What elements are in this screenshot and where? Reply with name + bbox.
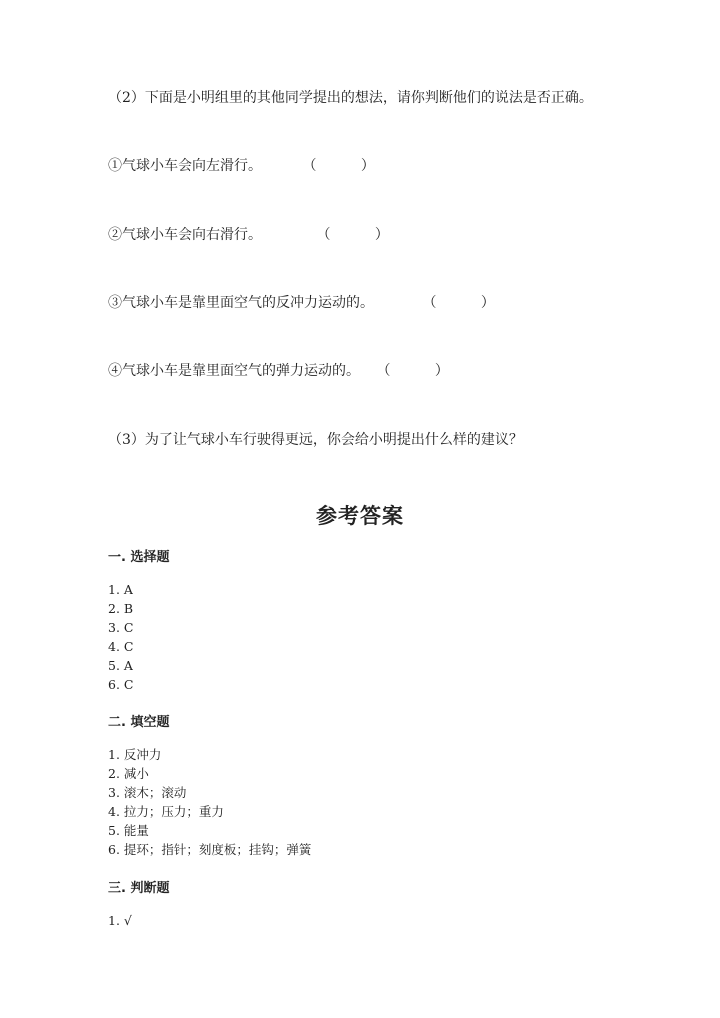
answer-paren: （ ）	[422, 295, 495, 311]
true-false-answers	[108, 911, 132, 930]
statement-text: ④气球小车是靠里面空气的弹力运动的。	[108, 363, 360, 379]
question-2-intro: （2）下面是小明组里的其他同学提出的想法，请你判断他们的说法是否正确。	[108, 90, 593, 106]
statement-4	[108, 362, 449, 380]
answer-paren: （ ）	[376, 363, 449, 379]
answer-line: 1. √	[108, 913, 132, 928]
fill-blank-answers	[108, 745, 311, 859]
answer-line: 1. 反冲力	[108, 747, 162, 762]
answer-line: 5. A	[108, 658, 133, 673]
section-heading-choice: 一. 选择题	[108, 550, 170, 565]
answer-line: 1. A	[108, 582, 133, 597]
statement-1	[108, 157, 375, 175]
statement-3	[108, 294, 495, 312]
section-heading-true-false: 三. 判断题	[108, 881, 170, 896]
answer-line: 2. 减小	[108, 766, 149, 781]
answer-line: 5. 能量	[108, 823, 149, 838]
answer-line: 6. C	[108, 677, 134, 692]
answer-line: 4. 拉力；压力；重力	[108, 804, 224, 819]
answer-paren: （ ）	[316, 227, 389, 243]
answer-line: 3. 滚木；滚动	[108, 785, 187, 800]
answer-line: 3. C	[108, 620, 134, 635]
section-heading-fill-blank: 二. 填空题	[108, 715, 170, 730]
statement-2	[108, 226, 389, 244]
question-3: （3）为了让气球小车行驶得更远，你会给小明提出什么样的建议？	[108, 432, 523, 448]
choice-answers	[108, 580, 133, 694]
answer-line: 4. C	[108, 639, 134, 654]
statement-text: ③气球小车是靠里面空气的反冲力运动的。	[108, 295, 374, 311]
answer-line: 6. 提环；指针；刻度板；挂钩；弹簧	[108, 842, 312, 857]
statement-text: ①气球小车会向左滑行。	[108, 158, 262, 174]
statement-text: ②气球小车会向右滑行。	[108, 227, 262, 243]
answer-paren: （ ）	[302, 158, 375, 174]
answer-line: 2. B	[108, 601, 134, 616]
answer-key-title: 参考答案	[316, 504, 404, 528]
